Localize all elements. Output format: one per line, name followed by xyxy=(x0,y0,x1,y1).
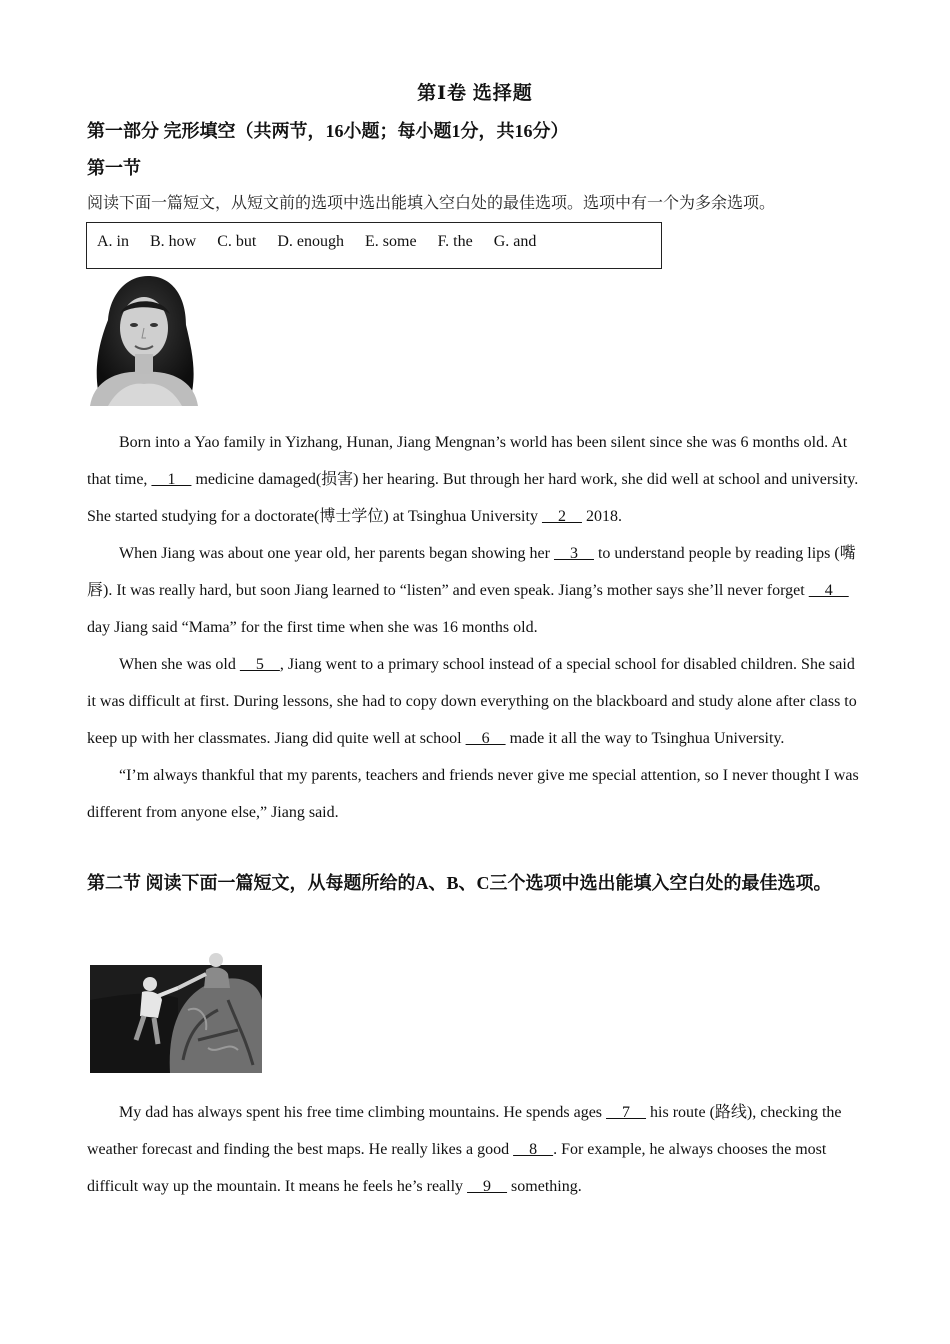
section1-label: 第一节 xyxy=(87,158,141,178)
blank-9: 9 xyxy=(467,1178,508,1195)
page-title: 第Ⅰ卷 选择题 xyxy=(417,83,533,104)
portrait-photo-icon xyxy=(88,270,200,406)
section1-instruction: 阅读下面一篇短文，从短文前的选项中选出能填入空白处的最佳选项。选项中有一个为多余选项。 xyxy=(87,195,776,212)
passage-1-para-3: When she was old 5 , Jiang went to a primary school instead of a special school for disabled children. She said it was difficult at first. During lessons, she had to copy down everything on the blackboard and study alone after class to keep up with her classmates. Jiang did quite well at school 6 made it all the way to Tsinghua University. xyxy=(87,656,857,747)
passage-2 xyxy=(87,1094,865,1205)
blank-6: 6 xyxy=(465,730,506,747)
blank-8: 8 xyxy=(513,1141,554,1158)
passage-1-para-2: When Jiang was about one year old, her parents began showing her 3 to understand people by reading lips (嘴唇). It was really hard, but soon Jiang learned to “listen” and even speak. Jiang’s mother says she’ll never forget 4 day Jiang said “Mama” for the first time when she was 16 months old. xyxy=(87,545,856,636)
option-d: D. enough xyxy=(277,233,345,250)
option-e: E. some xyxy=(365,233,417,250)
option-f: F. the xyxy=(437,233,473,250)
blank-2: 2 xyxy=(541,508,582,525)
option-a: A. in xyxy=(97,233,129,250)
option-b: B. how xyxy=(150,233,197,250)
climbing-photo-icon xyxy=(88,940,264,1075)
blank-7: 7 xyxy=(606,1104,647,1121)
passage-1-para-4: “I’m always thankful that my parents, teachers and friends never give me special attention, so I never thought I was different from anyone else,” Jiang said. xyxy=(87,767,859,821)
blank-1: 1 xyxy=(151,471,192,488)
passage-2-para-1: My dad has always spent his free time climbing mountains. He spends ages 7 his route (路线), checking the weather forecast and finding the best maps. He really likes a good 8 . For example, he always chooses the most difficult way up the mountain. It means he feels he’s really 9 something. xyxy=(87,1104,842,1195)
blank-4: 4 xyxy=(808,582,849,599)
blank-5: 5 xyxy=(239,656,280,673)
option-c: C. but xyxy=(217,233,257,250)
passage-1 xyxy=(87,424,865,831)
blank-3: 3 xyxy=(553,545,594,562)
option-g: G. and xyxy=(493,233,537,250)
section2-heading: 第二节 阅读下面一篇短文，从每题所给的A、B、C三个选项中选出能填入空白处的最佳选项。 xyxy=(87,873,832,893)
part1-heading: 第一部分 完形填空（共两节，16小题；每小题1分，共16分） xyxy=(87,121,569,141)
passage-1-para-1: Born into a Yao family in Yizhang, Hunan, Jiang Mengnan’s world has been silent since she was 6 months old. At that time, 1 medicine damaged(损害) her hearing. But through her hard work, she did well at school and university. She started studying for a doctorate(博士学位) at Tsinghua University 2 2018. xyxy=(87,434,859,525)
options-box xyxy=(86,222,662,269)
